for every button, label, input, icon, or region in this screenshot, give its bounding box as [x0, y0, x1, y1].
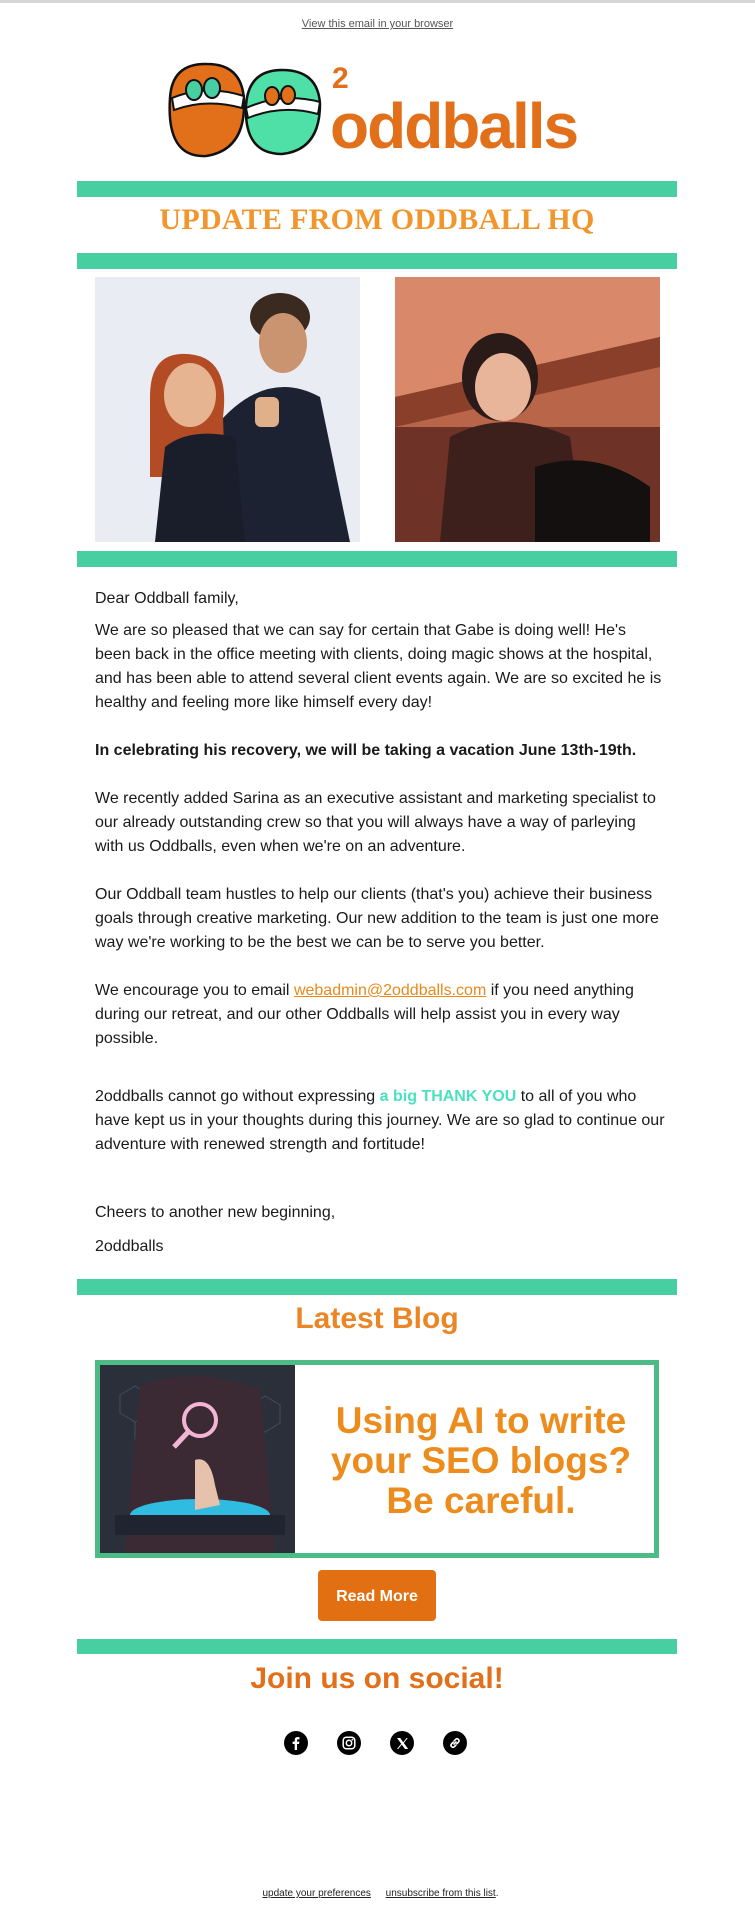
- paragraph-6-end: to all of you who have kept us in your thoughts during this journey. We are so glad to continue our adventure with renewed strength and fortitude!: [95, 1088, 665, 1153]
- paragraph-5: [95, 979, 665, 1051]
- page-title: UPDATE FROM ODDBALL HQ: [159, 203, 595, 236]
- footer-period: .: [495, 1888, 499, 1899]
- latest-blog-title: Latest Blog: [295, 1302, 459, 1335]
- x-icon[interactable]: [390, 1731, 414, 1755]
- blog-card[interactable]: [95, 1360, 659, 1558]
- thank-you-highlight: a big THANK YOU: [379, 1088, 517, 1105]
- teal-divider: [77, 1639, 677, 1654]
- logo-superscript: 2: [332, 62, 349, 95]
- teal-divider: [77, 1279, 677, 1295]
- teal-divider: [77, 551, 677, 567]
- logo[interactable]: [162, 58, 592, 166]
- paragraph-3: [95, 787, 665, 859]
- link-icon[interactable]: [443, 1731, 467, 1755]
- logo-wordmark: oddballs: [330, 90, 578, 162]
- photo-couple: [95, 277, 360, 542]
- signature: 2oddballs: [95, 1238, 164, 1255]
- blog-headline[interactable]: Using AI to write your SEO blogs? Be careful.: [330, 1400, 632, 1521]
- paragraph-6: [95, 1085, 665, 1157]
- paragraph-4: [95, 883, 665, 955]
- read-more-button[interactable]: Read More: [318, 1570, 436, 1621]
- blog-image: [100, 1365, 295, 1553]
- teal-divider: [77, 253, 677, 269]
- top-divider: [0, 0, 755, 3]
- teal-divider: [77, 181, 677, 197]
- paragraph-1-text: We are so pleased that we can say for certain that Gabe is doing well! He's been back in the office meeting with clients, doing magic shows at the hospital, and has been able to attend several client events again. We are so excited he is healthy and feeling more like himself every day!: [95, 622, 662, 711]
- paragraph-5-start: We encourage you to email: [95, 982, 294, 999]
- photo-sarina: [395, 277, 660, 542]
- facebook-icon[interactable]: [284, 1731, 308, 1755]
- view-in-browser-link[interactable]: View this email in your browser: [301, 18, 454, 30]
- paragraph-4-text: Our Oddball team hustles to help our clients (that's you) achieve their business goals through creative marketing. Our new addition to the team is just one more way we're working to be the best we can be to serve you better.: [95, 886, 659, 951]
- signoff: Cheers to another new beginning,: [95, 1204, 336, 1221]
- paragraph-1: [95, 619, 665, 715]
- email-link[interactable]: webadmin@2oddballs.com: [293, 982, 487, 999]
- update-preferences-link[interactable]: update your preferences: [262, 1888, 371, 1899]
- vacation-announcement: In celebrating his recovery, we will be taking a vacation June 13th-19th.: [95, 742, 637, 759]
- footer: [0, 1888, 755, 1899]
- logo-graphic: [162, 58, 592, 166]
- unsubscribe-link[interactable]: unsubscribe from this list: [385, 1888, 496, 1899]
- greeting: Dear Oddball family,: [95, 590, 239, 607]
- paragraph-5-end: if you need anything during our retreat, and our other Oddballs will help assist you in every way possible.: [95, 982, 634, 1047]
- paragraph-3-text: We recently added Sarina as an executive assistant and marketing specialist to our already outstanding crew so that you will always have a way of parleying with us Oddballs, even when we're on an adventure.: [95, 790, 656, 855]
- paragraph-6-start: 2oddballs cannot go without expressing: [95, 1088, 380, 1105]
- instagram-icon[interactable]: [337, 1731, 361, 1755]
- social-title: Join us on social!: [250, 1662, 504, 1695]
